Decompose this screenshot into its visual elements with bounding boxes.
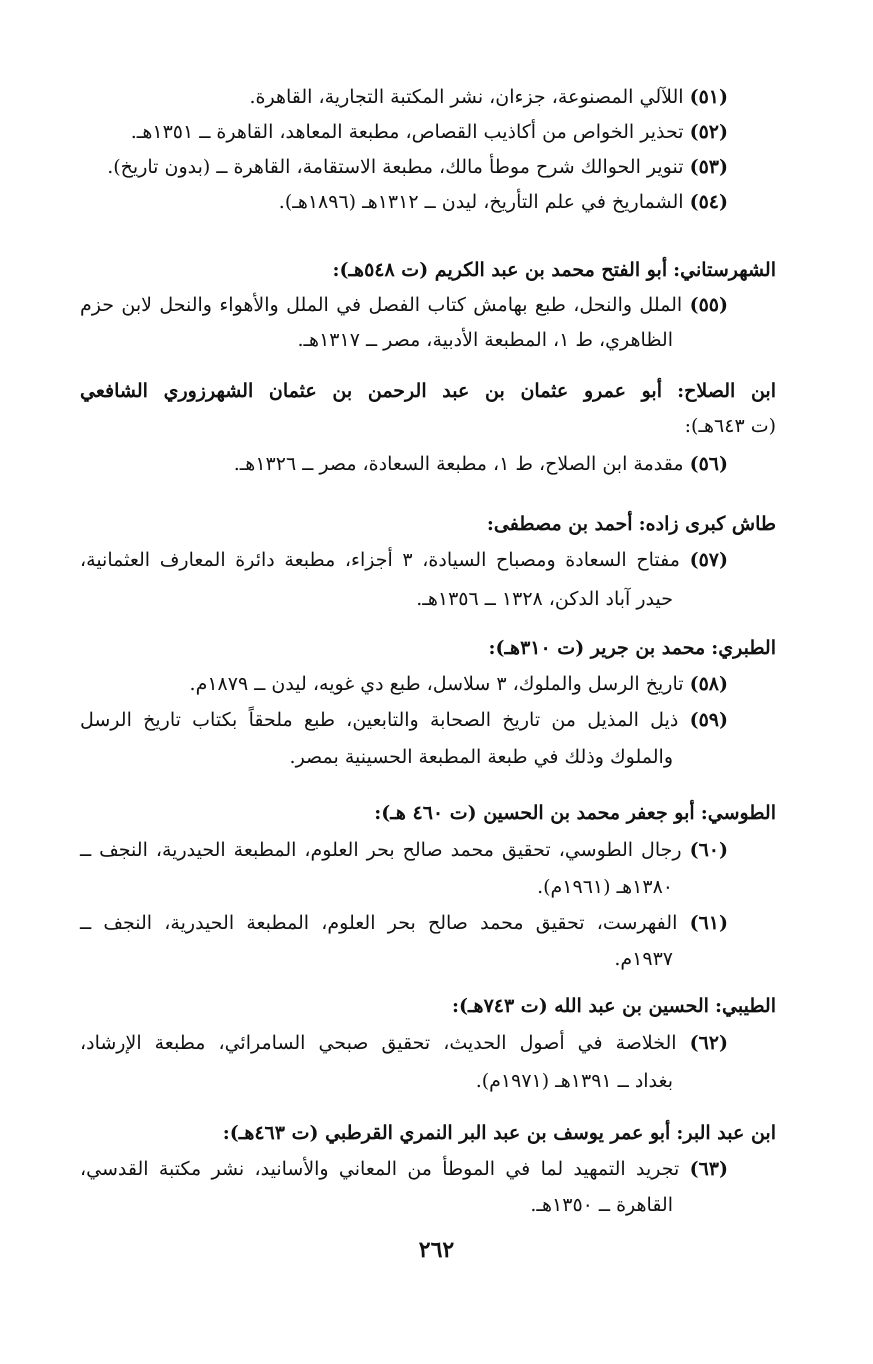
entry-text: اللآلي المصنوعة، جزءان، نشر المكتبة التجارية، القاهرة. [249,86,684,108]
entry-text: الفهرست، تحقيق محمد صالح بحر العلوم، المطبعة الحيدرية، النجف ــ [80,912,678,934]
entry-number: (٦٠) [689,839,728,861]
author-desc: أحمد بن مصطفى: [486,513,633,535]
author-heading-tibi [0,993,873,1019]
entry-number: (٥٥) [689,294,728,316]
entry-59-line-2: والملوك وذلك في طبعة المطبعة الحسينية بمصر. [289,746,673,768]
entry-52 [0,119,873,145]
entry-number: (٥٣) [689,156,728,178]
entry-text: مقدمة ابن الصلاح، ط ١، مطبعة السعادة، مصر ــ ١٣٢٦هـ. [233,453,684,475]
entry-61-line-1 [80,910,728,936]
entry-55-line-1 [80,292,728,318]
entry-53 [0,154,873,180]
entry-text: تحذير الخواص من أكاذيب القصاص، مطبعة المعاهد، القاهرة ــ ١٣٥١هـ. [130,121,684,143]
entry-63-line-1 [80,1156,728,1182]
entry-number: (٥٢) [689,121,728,143]
entry-59-line-1 [80,707,728,733]
entry-text: الخلاصة في أصول الحديث، تحقيق صبحي السامرائي، مطبعة الإرشاد، [80,1032,677,1054]
author-desc: أبو عمرو عثمان بن عبد الرحمن بن عثمان الشهرزوري الشافعي [80,380,662,402]
author-heading-ibn-salah [80,378,776,404]
page-number: ٢٦٢ [418,1237,455,1263]
entry-number: (٦٣) [689,1158,729,1180]
author-name: الشهرستاني: [673,259,776,281]
author-heading-ibn-salah-line-2: (ت ٦٤٣هـ): [684,415,776,437]
entry-61-line-2: ١٩٣٧م. [614,948,673,970]
author-heading-tusi [0,800,873,826]
author-desc: محمد بن جرير (ت ٣١٠هـ): [488,637,706,659]
author-name: ابن الصلاح: [677,380,777,402]
entry-number: (٥٧) [689,549,728,571]
entry-number: (٥٩) [689,709,728,731]
entry-number: (٦٢) [689,1032,728,1054]
author-heading-tash-kubri-zadeh [0,511,873,537]
entry-text: رجال الطوسي، تحقيق محمد صالح بحر العلوم، المطبعة الحيدرية، النجف ــ [80,839,682,861]
entry-58 [0,671,873,697]
author-desc: أبو عمر يوسف بن عبد البر النمري القرطبي (ت ٤٦٣هـ): [222,1122,671,1144]
entry-text: تاريخ الرسل والملوك، ٣ سلاسل، طبع دي غويه، ليدن ــ ١٨٧٩م. [189,673,684,695]
entry-text: تنوير الحوالك شرح موطأ مالك، مطبعة الاستقامة، القاهرة ــ (بدون تاريخ). [107,156,684,178]
author-heading-shahrastani [0,257,873,283]
author-name: الطيبي: [715,995,776,1017]
author-desc: أبو الفتح محمد بن عبد الكريم (ت ٥٤٨هـ): [332,259,668,281]
entry-57-line-1 [80,547,728,573]
entry-number: (٥٤) [689,191,728,213]
entry-number: (٥٨) [689,673,728,695]
entry-text: الملل والنحل، طبع بهامش كتاب الفصل في الملل والأهواء والنحل لابن حزم [80,294,683,316]
author-heading-tabari [0,635,873,661]
entry-62-line-2: بغداد ــ ١٣٩١هـ (١٩٧١م). [475,1070,673,1092]
author-name: ابن عبد البر: [676,1122,776,1144]
entry-60-line-2: ١٣٨٠هـ (١٩٦١م). [537,876,673,898]
entry-56 [0,451,873,477]
entry-62-line-1 [80,1030,728,1056]
entry-number: (٦١) [689,912,728,934]
entry-number: (٥١) [689,86,728,108]
author-desc: أبو جعفر محمد بن الحسين (ت ٤٦٠ هـ): [374,802,695,824]
author-name: طاش كبرى زاده: [638,513,776,535]
entry-text: مفتاح السعادة ومصباح السيادة، ٣ أجزاء، مطبعة دائرة المعارف العثمانية، [80,549,680,571]
entry-text: ذيل المذيل من تاريخ الصحابة والتابعين، طبع ملحقاً بكتاب تاريخ الرسل [80,709,679,731]
entry-54 [0,189,873,215]
author-name: الطبري: [711,637,776,659]
entry-57-line-2: حيدر آباد الدكن، ١٣٢٨ ــ ١٣٥٦هـ. [416,588,673,610]
author-desc: الحسين بن عبد الله (ت ٧٤٣هـ): [451,995,709,1017]
entry-text: الشماريخ في علم التأريخ، ليدن ــ ١٣١٢هـ (١٨٩٦هـ). [278,191,684,213]
entry-text: تجريد التمهيد لما في الموطأ من المعاني والأسانيد، نشر مكتبة القدسي، [80,1158,680,1180]
entry-number: (٥٦) [689,453,728,475]
entry-60-line-1 [80,837,728,863]
author-heading-ibn-abd-albarr [0,1120,873,1146]
entry-63-line-2: القاهرة ــ ١٣٥٠هـ. [530,1194,673,1216]
entry-51 [0,84,873,110]
author-name: الطوسي: [700,802,776,824]
entry-55-line-2: الظاهري، ط ١، المطبعة الأدبية، مصر ــ ١٣١٧هـ. [297,329,673,351]
